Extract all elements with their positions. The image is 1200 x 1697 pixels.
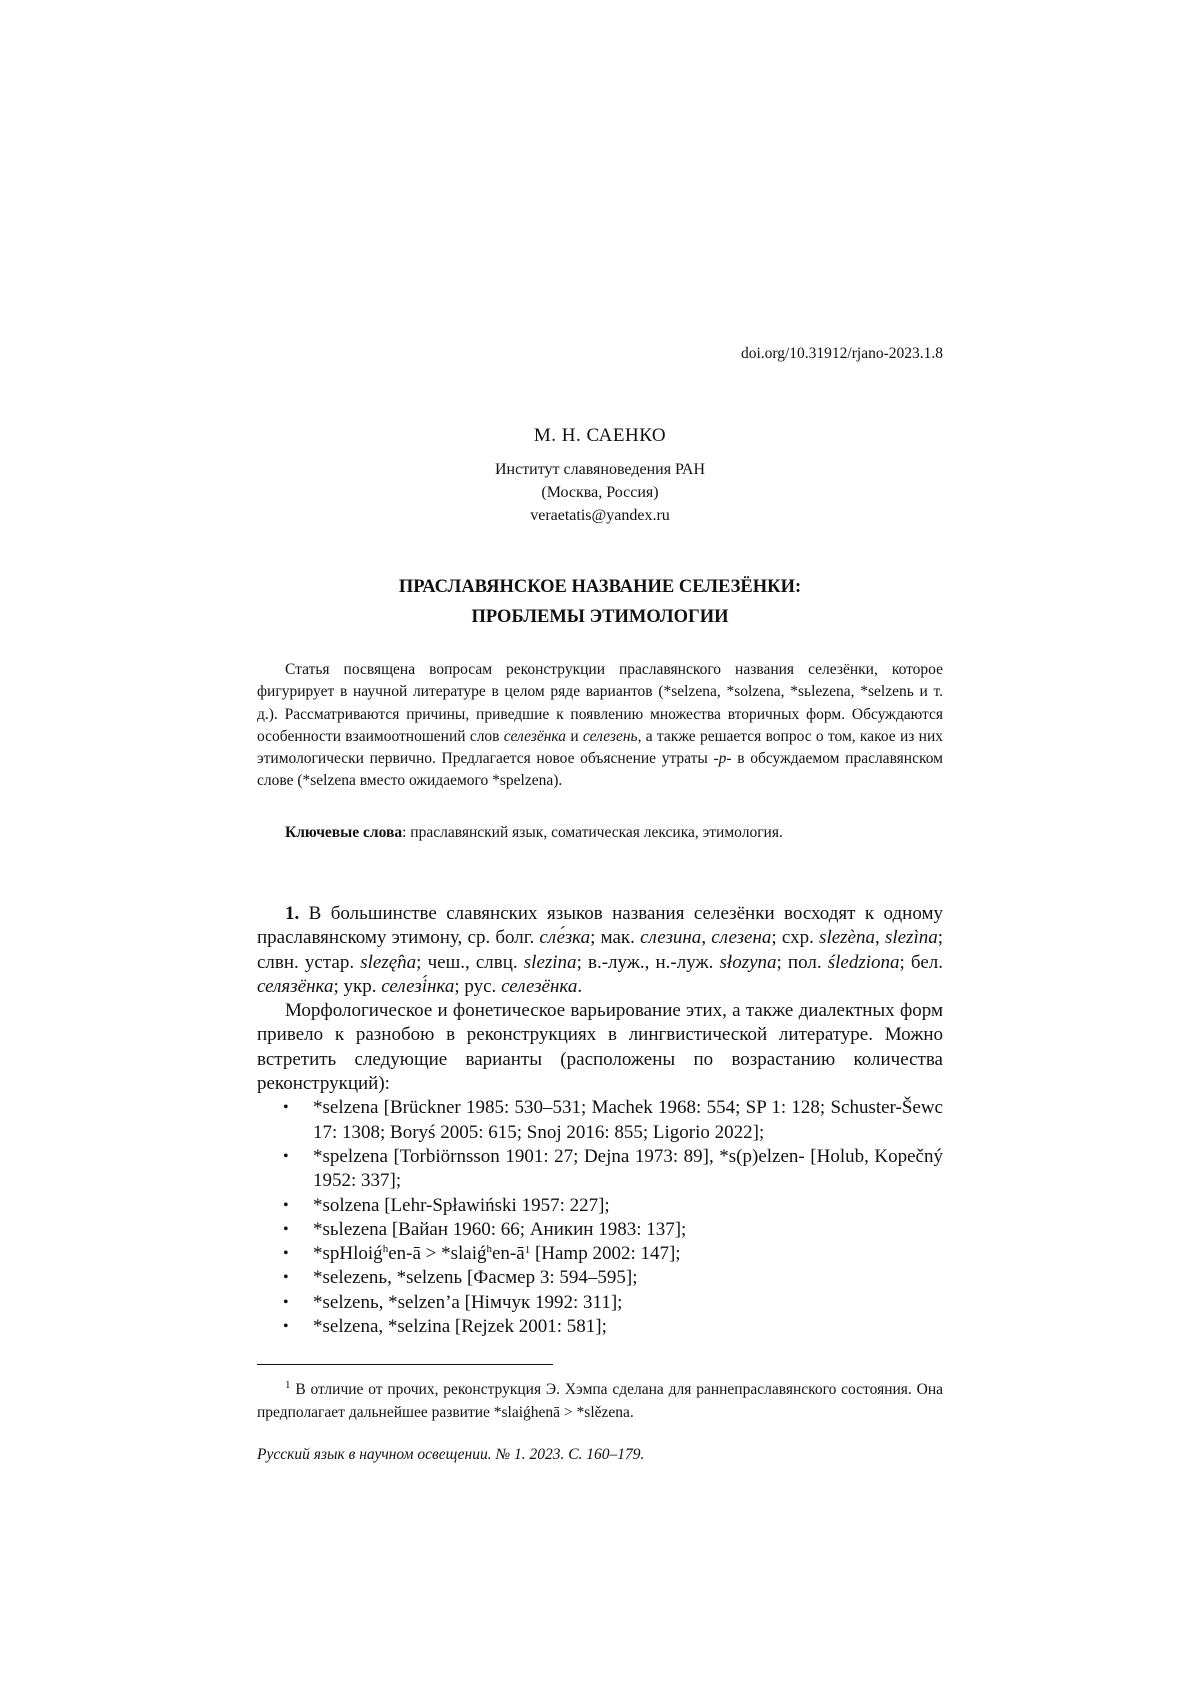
abstract-term: селезень: [582, 727, 638, 745]
list-item: [283, 1096, 943, 1145]
bullet-icon: •: [283, 1220, 289, 1238]
word-form: сле́зка: [539, 927, 591, 949]
institution: Институт славяноведения РАН: [494, 461, 706, 478]
text-run: ; мак.: [590, 927, 641, 949]
bullet-icon: •: [283, 1293, 289, 1311]
list-item: [283, 1194, 943, 1218]
bullet-icon: •: [283, 1245, 289, 1263]
list-item-text: *selzena [Brückner 1985: 530–531; Machek 1968: 554; SP 1: 128; Schuster-Šewc 17: 1308; Boryś 2005: 615; Snoj 2016: 855; Ligorio 2022];: [313, 1097, 943, 1143]
bullet-icon: •: [283, 1099, 289, 1117]
word-form: слезина: [640, 927, 702, 949]
list-item-text: *selzenь, *selzen’a [Німчук 1992: 311];: [313, 1291, 623, 1313]
article-title: [0, 572, 1200, 632]
text-run: ; слвн. устар.: [257, 927, 943, 973]
list-item-text: *selzena, *selzina [Rejzek 2001: 581];: [313, 1316, 607, 1338]
text-run: ; бел.: [899, 951, 943, 973]
list-item-text: *selezenь, *selzenь [Фасмер 3: 594–595];: [313, 1267, 638, 1289]
footnote-ref[interactable]: 1: [524, 1244, 531, 1257]
variant-list: [257, 1096, 943, 1339]
word-form: слезена: [711, 927, 772, 949]
word-form: селязёнка: [257, 975, 334, 997]
bullet-icon: •: [283, 1196, 289, 1214]
word-form: селезі́нка: [381, 975, 455, 997]
title-line-1: ПРАСЛАВЯНСКОЕ НАЗВАНИЕ СЕЛЕЗЁНКИ:: [398, 577, 802, 597]
list-item: [283, 1242, 943, 1266]
text-run: ; пол.: [776, 951, 828, 973]
abstract-term: селезёнка: [503, 727, 567, 745]
list-item: [283, 1266, 943, 1290]
footnote-divider: [257, 1364, 553, 1365]
title-line-2: ПРОБЛЕМЫ ЭТИМОЛОГИИ: [471, 607, 729, 627]
list-item: [283, 1218, 943, 1242]
location: (Москва, Россия): [541, 484, 659, 501]
word-form: slezę̂na: [360, 951, 417, 973]
text-run: ; рус.: [454, 975, 502, 997]
text-run: ,: [874, 927, 885, 949]
superscript: h: [486, 1243, 492, 1256]
text-run: ,: [701, 927, 712, 949]
doi-link[interactable]: doi.org/10.31912/rjano-2023.1.8: [740, 345, 943, 362]
text-run: ; в.-луж., н.-луж.: [576, 951, 720, 973]
list-item: [283, 1145, 943, 1194]
list-item-text: *solzena [Lehr-Spławiński 1957: 227];: [313, 1194, 610, 1216]
article-body: [257, 902, 943, 1339]
journal-citation: Русский язык в научном освещении. № 1. 2023. С. 160–179.: [257, 1446, 645, 1463]
footnote-number: 1: [285, 1379, 291, 1391]
list-item-text: *spelzena [Torbiörnsson 1901: 27; Dejna 1973: 89], *s(p)elzen- [Holub, Kopečný 1952: 337];: [313, 1145, 943, 1192]
abstract-text: и: [566, 727, 583, 745]
list-item-text: *sьlezena [Вайан 1960: 66; Аникин 1983: 137];: [313, 1218, 687, 1240]
text-run: ; укр.: [333, 975, 382, 997]
word-form: селезёнка: [501, 975, 578, 997]
list-item-text: [Hamp 2002: 147];: [530, 1243, 681, 1265]
text-run: ; чеш., слвц.: [416, 951, 524, 973]
bullet-icon: •: [283, 1269, 289, 1287]
keywords: [285, 824, 945, 842]
bullet-icon: •: [283, 1147, 289, 1165]
text-run: В большинстве славянских языков названия селезёнки восходят к одному праславянскому этимону, ср. болг.: [257, 903, 943, 949]
section-number: 1.: [285, 903, 300, 924]
word-form: slezèna: [819, 927, 875, 949]
word-form: słozyna: [719, 951, 777, 973]
paragraph-2: Морфологическое и фонетическое варьирование этих, а также диалектных форм привело к разнобою в реконструкциях в лингвистической литературе. Можно встретить следующие варианты (расположены по возрастанию количества реконструкций):: [257, 1000, 943, 1095]
footnote: [257, 1378, 943, 1424]
list-item-text: en-ā: [491, 1243, 525, 1265]
abstract-text: в обсуждаемом праславянском слове (*selzena вместо ожидаемого *spelzena).: [257, 750, 943, 790]
email-link[interactable]: veraetatis@yandex.ru: [530, 507, 670, 524]
abstract: [257, 659, 943, 793]
word-form: slezìna: [884, 927, 938, 949]
abstract-text: Статья посвящена вопросам реконструкции праславянского названия селезёнки, которое фигурирует в научной литературе в целом ряде вариантов (*selzena, *solzena, *sьlezena, *selzenь и т. д.). Рассматриваются причины, приведшие к появлению множества вторичных форм. Обсуждаются особенности взаимоотношений слов: [257, 661, 943, 745]
keywords-label: Ключевые слова: [285, 824, 403, 841]
paragraph-1: [257, 902, 943, 999]
footnote-text: В отличие от прочих, реконструкция Э. Хэмпа сделана для раннепраславянского состояния. Она предполагает дальнейшее развитие *slaiǵhenā > *slězena.: [257, 1381, 943, 1421]
author-name: М. Н. САЕНКО: [533, 425, 667, 446]
list-item-text: *spHloiǵ: [313, 1243, 383, 1265]
superscript: h: [382, 1243, 389, 1256]
list-item: [283, 1291, 943, 1315]
abstract-text: , а также решается вопрос о том, какое из них этимологически первично. Предлагается новое объяснение утраты: [257, 727, 943, 768]
list-item: [283, 1315, 943, 1339]
keywords-text: : праславянский язык, соматическая лексика, этимология.: [402, 824, 783, 841]
author-affiliation: [0, 458, 1200, 527]
abstract-term: -p-: [713, 750, 732, 768]
text-run: ; схр.: [771, 927, 820, 949]
text-run: .: [577, 975, 583, 997]
word-form: slezina: [523, 951, 577, 973]
word-form: śledziona: [827, 951, 900, 973]
bullet-icon: •: [283, 1318, 289, 1336]
list-item-text: en-ā > *slaiǵ: [388, 1243, 487, 1265]
